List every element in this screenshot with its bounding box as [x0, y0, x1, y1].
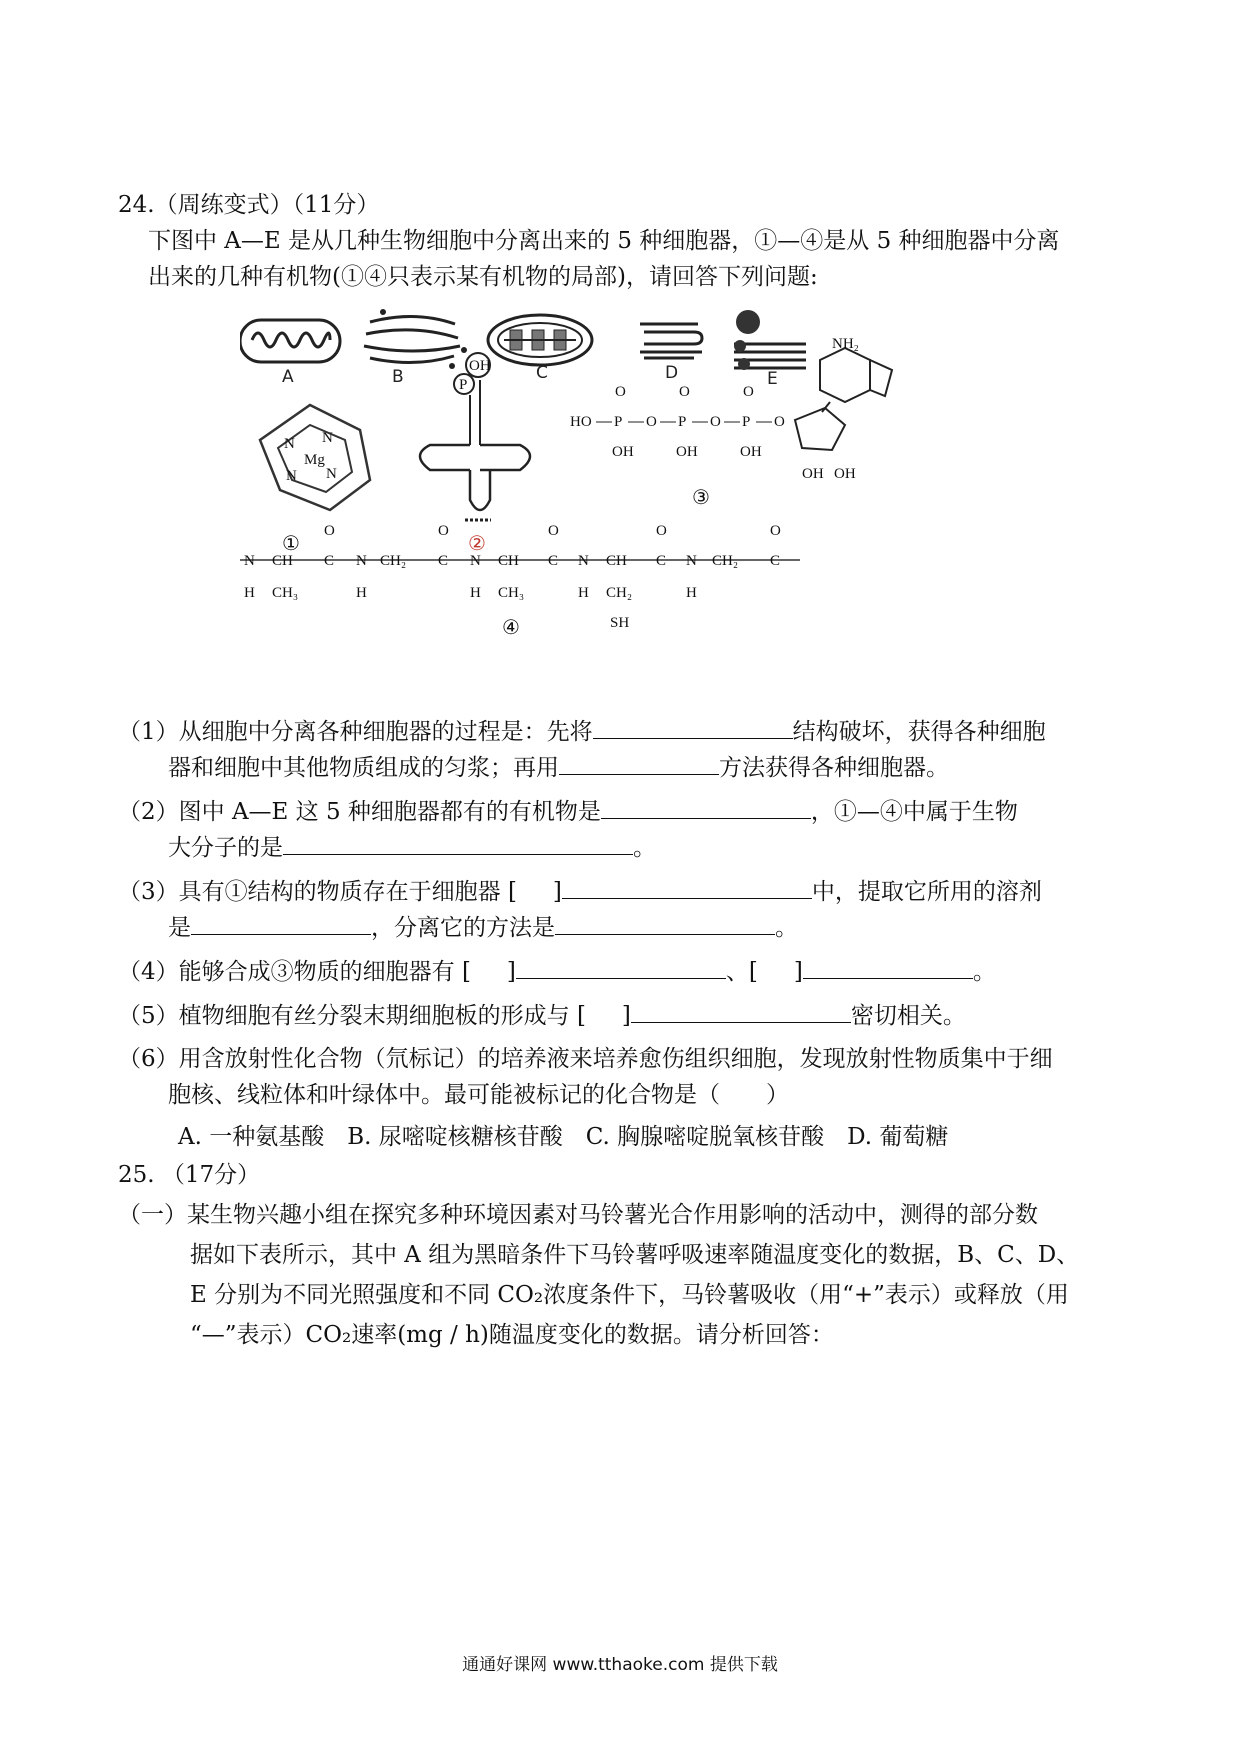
svg-text:OH: OH: [802, 466, 824, 482]
answer-blank[interactable]: [593, 716, 793, 739]
svg-text:CH₃: CH₃: [498, 585, 525, 601]
q24-1-line1: （1）从细胞中分离各种细胞器的过程是：先将 结构破坏，获得各种细胞: [118, 716, 1046, 747]
answer-blank[interactable]: [631, 1000, 851, 1023]
q24-intro-line1: 下图中 A—E 是从几种生物细胞中分离出来的 5 种细胞器，①—④是从 5 种细胞器中分离: [148, 228, 1060, 254]
q24-intro-line2: 出来的几种有机物(①④只表示某有机物的局部)，请回答下列问题:: [148, 264, 818, 290]
q24-3-line2: 是 ，分离它的方法是 。: [168, 912, 798, 943]
organelle-c-chloroplast: [488, 315, 592, 365]
svg-text:C: C: [324, 553, 335, 569]
svg-text:NH₂: NH₂: [832, 336, 859, 352]
svg-text:C: C: [770, 553, 781, 569]
svg-text:CH₂: CH₂: [606, 585, 633, 601]
svg-text:P: P: [678, 414, 687, 430]
q25-para-line4: “—”表示）CO₂速率(mg / h)随温度变化的数据。请分析回答：: [190, 1322, 834, 1348]
svg-text:O: O: [548, 523, 559, 539]
svg-text:N: N: [578, 553, 589, 569]
svg-text:HO: HO: [570, 414, 592, 430]
answer-blank[interactable]: [803, 956, 973, 979]
q24-2-line1: （2）图中 A—E 这 5 种细胞器都有的有机物是 ，①—④中属于生物: [118, 796, 1018, 827]
q24-6-line1: （6）用含放射性化合物（氘标记）的培养液来培养愈伤组织细胞，发现放射性物质集中于细: [118, 1046, 1053, 1072]
svg-text:O: O: [770, 523, 781, 539]
svg-text:OH: OH: [612, 444, 634, 460]
svg-text:P: P: [742, 414, 751, 430]
svg-text:H: H: [578, 585, 589, 601]
svg-text:H: H: [244, 585, 255, 601]
svg-text:Mg: Mg: [304, 452, 325, 468]
molecule-label-1: ①: [282, 531, 300, 555]
svg-text:O: O: [710, 414, 721, 430]
svg-text:P: P: [614, 414, 623, 430]
organelle-e-rough-er: [734, 310, 806, 370]
svg-text:N: N: [322, 430, 333, 446]
svg-text:O: O: [656, 523, 667, 539]
q24-header: 24.（周练变式）（11分）: [118, 192, 380, 218]
svg-text:O: O: [438, 523, 449, 539]
answer-blank[interactable]: [191, 912, 371, 935]
q25-para-line2: 据如下表所示，其中 A 组为黑暗条件下马铃薯呼吸速率随温度变化的数据，B、C、D、: [190, 1242, 1080, 1268]
svg-text:N: N: [470, 553, 481, 569]
answer-blank[interactable]: [283, 832, 633, 855]
svg-text:C: C: [656, 553, 667, 569]
svg-text:N: N: [686, 553, 697, 569]
molecule-label-2: ②: [468, 531, 486, 555]
svg-text:OH: OH: [676, 444, 698, 460]
organelle-label-d: D: [665, 363, 679, 383]
svg-text:O: O: [324, 523, 335, 539]
svg-text:H: H: [470, 585, 481, 601]
q24-6-line2: 胞核、线粒体和叶绿体中。最可能被标记的化合物是（ ）: [168, 1082, 789, 1108]
q24-figure: [240, 300, 920, 720]
answer-blank[interactable]: [601, 796, 811, 819]
answer-blank[interactable]: [562, 876, 812, 899]
molecule-label-4: ④: [502, 615, 520, 639]
svg-text:O: O: [615, 384, 626, 400]
svg-text:O: O: [646, 414, 657, 430]
q25-para-line1: （一）某生物兴趣小组在探究多种环境因素对马铃薯光合作用影响的活动中，测得的部分数: [118, 1202, 1038, 1228]
q24-4: （4）能够合成③物质的细胞器有 [ ] 、[ ] 。: [118, 956, 996, 987]
svg-text:C: C: [548, 553, 559, 569]
svg-text:CH₃: CH₃: [272, 585, 299, 601]
q24-2-line2: 大分子的是 。: [168, 832, 656, 863]
svg-text:OH: OH: [469, 358, 491, 374]
organelle-label-b: B: [392, 367, 404, 387]
svg-text:CH: CH: [498, 553, 519, 569]
footer-source: 通通好课网 www.tthaoke.com 提供下载: [462, 1655, 778, 1675]
organelle-label-c: C: [536, 363, 548, 383]
q25-para-line3: E 分别为不同光照强度和不同 CO₂浓度条件下，马铃薯吸收（用“+”表示）或释放（用: [190, 1282, 1069, 1308]
organelle-label-a: A: [282, 367, 294, 387]
svg-text:CH₂: CH₂: [380, 553, 407, 569]
svg-text:P: P: [459, 377, 468, 393]
svg-text:O: O: [774, 414, 785, 430]
organelle-a-mitochondrion: [240, 320, 340, 362]
svg-text:N: N: [356, 553, 367, 569]
svg-text:O: O: [679, 384, 690, 400]
organelle-b-golgi: [364, 309, 467, 369]
svg-text:H: H: [686, 585, 697, 601]
q24-3-line1: （3）具有①结构的物质存在于细胞器 [ ] 中，提取它所用的溶剂: [118, 876, 1042, 907]
svg-text:H: H: [356, 585, 367, 601]
organelle-label-e: E: [767, 369, 778, 389]
svg-text:C: C: [438, 553, 449, 569]
q24-1-line2: 器和细胞中其他物质组成的匀浆；再用 方法获得各种细胞器。: [168, 752, 949, 783]
svg-text:SH: SH: [610, 615, 630, 631]
svg-text:N: N: [286, 468, 297, 484]
answer-blank[interactable]: [516, 956, 726, 979]
svg-text:OH: OH: [834, 466, 856, 482]
svg-text:CH₂: CH₂: [712, 553, 739, 569]
molecule-3-atp: [570, 336, 892, 482]
molecule-1-chlorophyll: [260, 405, 370, 510]
molecule-4-peptide: [240, 523, 800, 631]
q24-6-options: A. 一种氨基酸 B. 尿嘧啶核糖核苷酸 C. 胸腺嘧啶脱氧核苷酸 D. 葡萄糖: [178, 1124, 949, 1150]
answer-blank[interactable]: [555, 912, 775, 935]
svg-text:OH: OH: [740, 444, 762, 460]
organelle-d-er: [640, 324, 702, 358]
svg-text:CH: CH: [272, 553, 293, 569]
svg-text:O: O: [743, 384, 754, 400]
svg-text:N: N: [284, 436, 295, 452]
q24-5: （5）植物细胞有丝分裂末期细胞板的形成与 [ ] 密切相关。: [118, 1000, 966, 1031]
molecule-2-trna: [420, 353, 530, 520]
svg-text:N: N: [326, 466, 337, 482]
molecule-label-3: ③: [692, 485, 710, 509]
svg-text:CH: CH: [606, 553, 627, 569]
q25-header: 25. （17分）: [118, 1162, 261, 1188]
svg-text:N: N: [244, 553, 255, 569]
answer-blank[interactable]: [559, 752, 719, 775]
